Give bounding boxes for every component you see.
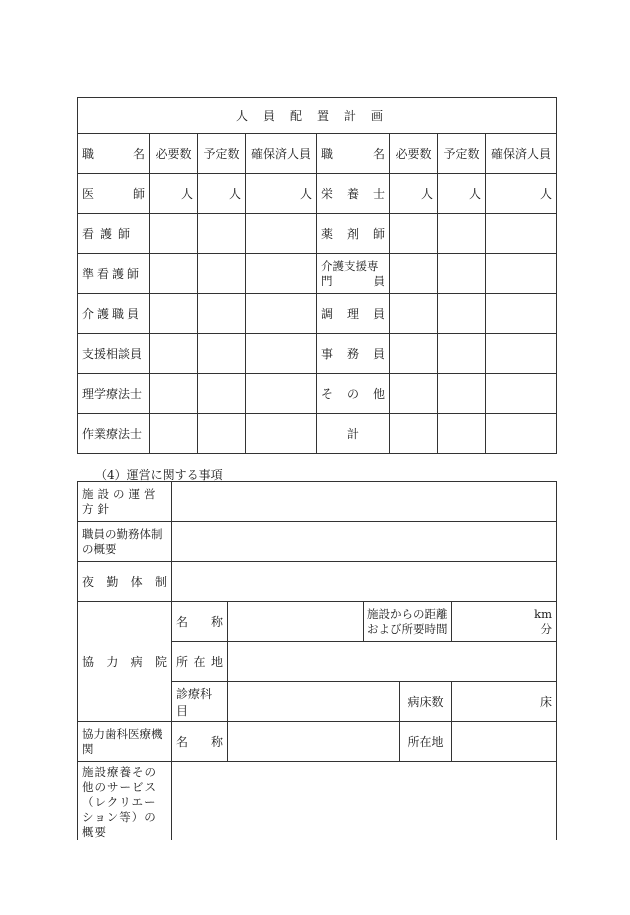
input-cell[interactable] <box>150 214 198 254</box>
input-cell[interactable] <box>150 374 198 414</box>
input-cell[interactable] <box>486 414 557 454</box>
beds-input[interactable] <box>452 682 557 722</box>
dental-label: 協力歯科医療機関 <box>78 722 172 762</box>
dental-address-label: 所在地 <box>400 722 452 762</box>
distance-label-line2: および所要時間 <box>367 621 448 636</box>
input-cell[interactable] <box>150 334 198 374</box>
services-input[interactable] <box>172 762 557 841</box>
departments-label: 診療科目 <box>172 682 228 722</box>
unit-cell: 人 <box>198 174 246 214</box>
input-cell[interactable] <box>438 254 486 294</box>
header-role-left: 職 名 <box>82 147 145 161</box>
beds-unit: 床 <box>539 695 552 709</box>
input-cell[interactable] <box>438 294 486 334</box>
policy-input[interactable] <box>172 482 557 522</box>
km-unit: km <box>534 606 552 621</box>
input-cell[interactable] <box>198 254 246 294</box>
input-cell[interactable] <box>198 374 246 414</box>
input-cell[interactable] <box>390 374 438 414</box>
input-cell[interactable] <box>198 294 246 334</box>
beds-label: 病床数 <box>400 682 452 722</box>
hospital-name-input[interactable] <box>228 602 364 642</box>
unit-cell: 人 <box>246 174 317 214</box>
header-required-left: 必要数 <box>150 134 198 174</box>
input-cell[interactable] <box>246 374 317 414</box>
input-cell[interactable] <box>390 294 438 334</box>
input-cell[interactable] <box>486 214 557 254</box>
distance-input[interactable] <box>452 602 557 642</box>
header-planned-left: 予定数 <box>198 134 246 174</box>
role-care-manager: 介護支援専 門 員 <box>317 254 390 294</box>
role-physical-therapist: 理学療法士 <box>78 374 150 414</box>
dental-name-label: 名 称 <box>176 735 223 749</box>
table-row <box>78 374 557 414</box>
input-cell[interactable] <box>198 334 246 374</box>
input-cell[interactable] <box>246 254 317 294</box>
distance-label-line1: 施設からの距離 <box>367 606 448 621</box>
role-care-worker: 介護職員 <box>78 294 150 334</box>
input-cell[interactable] <box>246 214 317 254</box>
work-system-label: 職員の勤務体制の概要 <box>78 522 172 562</box>
unit-cell: 人 <box>390 174 438 214</box>
input-cell[interactable] <box>390 414 438 454</box>
staffing-plan-title: 人員配置計画 <box>78 98 557 134</box>
dental-name-input[interactable] <box>228 722 400 762</box>
role-assistant-nurse: 準看護師 <box>78 254 150 294</box>
role-other: そ の 他 <box>321 387 385 401</box>
distance-label <box>364 602 452 642</box>
table-row <box>78 254 557 294</box>
operations-table <box>77 481 557 840</box>
input-cell[interactable] <box>486 254 557 294</box>
hospital-address-label: 所 在 地 <box>172 642 228 682</box>
departments-input[interactable] <box>228 682 400 722</box>
input-cell[interactable] <box>246 334 317 374</box>
table-row <box>78 174 557 214</box>
operations-heading: （4）運営に関する事項 <box>95 468 223 482</box>
header-secured-right: 確保済人員 <box>486 134 557 174</box>
input-cell[interactable] <box>150 254 198 294</box>
role-total: 計 <box>317 414 390 454</box>
policy-label: 施設の運営方針 <box>78 482 172 522</box>
header-secured-left: 確保済人員 <box>246 134 317 174</box>
input-cell[interactable] <box>246 414 317 454</box>
hospital-label: 協 力 病 院 <box>82 655 167 669</box>
input-cell[interactable] <box>390 334 438 374</box>
work-system-input[interactable] <box>172 522 557 562</box>
input-cell[interactable] <box>438 214 486 254</box>
role-nutritionist: 栄 養 士 <box>321 187 385 201</box>
input-cell[interactable] <box>438 334 486 374</box>
dental-address-input[interactable] <box>452 722 557 762</box>
role-nurse: 看護師 <box>78 214 150 254</box>
night-shift-input[interactable] <box>172 562 557 602</box>
unit-cell: 人 <box>438 174 486 214</box>
hospital-name-label: 名 称 <box>176 615 223 629</box>
input-cell[interactable] <box>486 294 557 334</box>
role-occupational-therapist: 作業療法士 <box>78 414 150 454</box>
services-label: 施設療養その他のサービス（レクリエーション等）の概要 <box>78 762 172 841</box>
input-cell[interactable] <box>150 414 198 454</box>
unit-cell: 人 <box>150 174 198 214</box>
role-pharmacist: 薬 剤 師 <box>321 227 385 241</box>
input-cell[interactable] <box>150 294 198 334</box>
input-cell[interactable] <box>198 214 246 254</box>
night-shift-label: 夜 勤 体 制 <box>82 575 167 589</box>
table-row <box>78 334 557 374</box>
input-cell[interactable] <box>486 334 557 374</box>
role-clerk: 事 務 員 <box>321 347 385 361</box>
input-cell[interactable] <box>486 374 557 414</box>
hospital-address-input[interactable] <box>228 642 557 682</box>
header-planned-right: 予定数 <box>438 134 486 174</box>
table-row <box>78 414 557 454</box>
input-cell[interactable] <box>390 254 438 294</box>
input-cell[interactable] <box>438 414 486 454</box>
table-row <box>78 214 557 254</box>
input-cell[interactable] <box>246 294 317 334</box>
role-doctor: 医 師 <box>82 187 145 201</box>
unit-cell: 人 <box>486 174 557 214</box>
header-role-right: 職 名 <box>321 147 385 161</box>
staffing-plan-table <box>77 97 557 454</box>
role-cook: 調 理 員 <box>321 307 385 321</box>
minute-unit: 分 <box>540 621 552 636</box>
input-cell[interactable] <box>198 414 246 454</box>
header-required-right: 必要数 <box>390 134 438 174</box>
input-cell[interactable] <box>438 374 486 414</box>
table-row <box>78 294 557 334</box>
input-cell[interactable] <box>390 214 438 254</box>
role-support-counselor: 支援相談員 <box>78 334 150 374</box>
